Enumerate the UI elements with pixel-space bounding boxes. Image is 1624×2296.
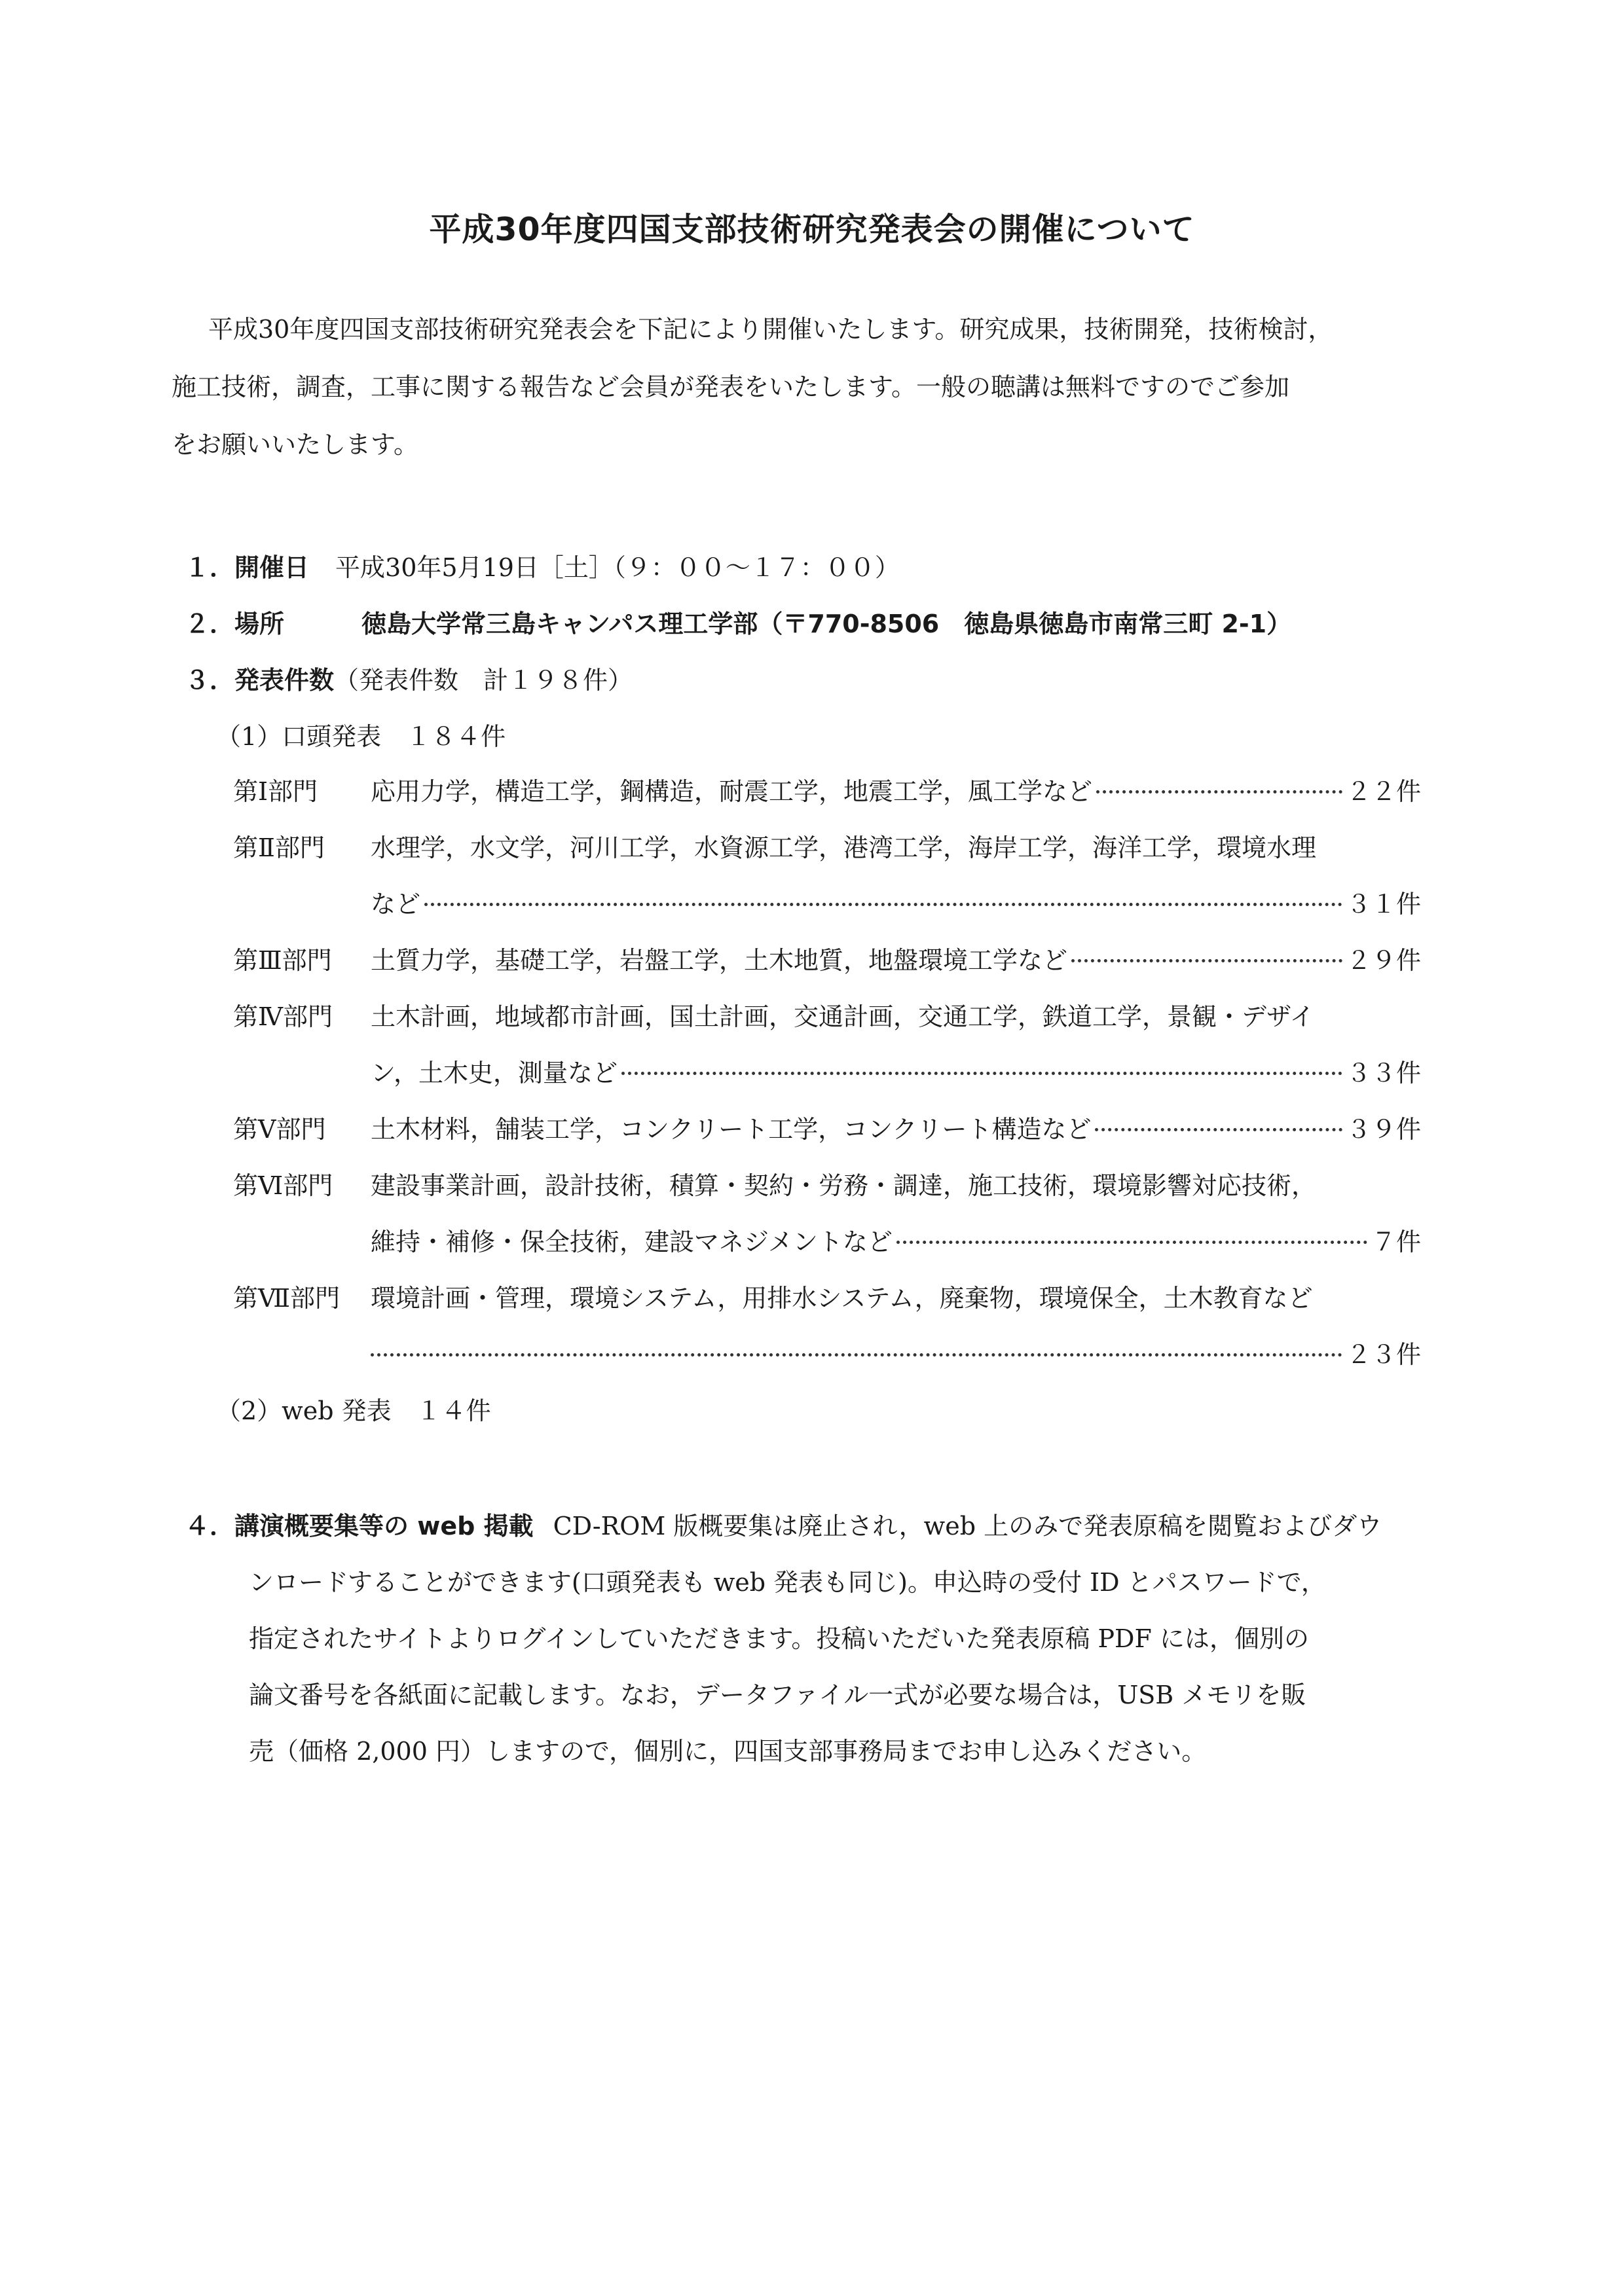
section-4-line-3: 指定されたサイトよりログインしていただきます。投稿いただいた発表原稿 PDF には，個別の (249, 1624, 1309, 1653)
division-label: 第Ⅳ部門 (233, 1002, 333, 1031)
leader-dots (1096, 790, 1342, 793)
division-label: 第Ⅶ部門 (233, 1284, 341, 1313)
division-label: 第Ⅰ部門 (233, 777, 318, 806)
section-4-number: ４． (185, 1512, 235, 1540)
section-4-line-5: 売（価格 2,000 円）しますので，個別に，四国支部事務局までお申し込みください。 (249, 1737, 1207, 1766)
division-topics: 土質力学，基礎工学，岩盤工学，土木地質，地盤環境工学など (371, 946, 1068, 975)
section-count-number: ３． (185, 666, 235, 695)
division-count: ３９件 (1346, 1115, 1421, 1144)
division-label: 第Ⅴ部門 (233, 1115, 326, 1144)
page-title: 平成30年度四国支部技術研究発表会の開催について (429, 211, 1195, 248)
division-topics-cont: など (371, 890, 421, 919)
division-topics: 土木材料，舗装工学，コンクリート工学，コンクリート構造など (371, 1115, 1092, 1144)
leader-dots (1095, 1128, 1342, 1131)
leader-dots (424, 903, 1342, 906)
division-count: ７件 (1371, 1228, 1421, 1256)
division-topics: 応用力学，構造工学，鋼構造，耐震工学，地震工学，風工学など (371, 777, 1093, 806)
leader-dots (621, 1072, 1342, 1075)
division-entry (371, 771, 1421, 807)
division-label: 第Ⅱ部門 (233, 833, 325, 862)
section-count-text: （発表件数 計１９８件） (334, 666, 633, 695)
division-count: ３３件 (1346, 1059, 1421, 1087)
division-topics-cont: 維持・補修・保全技術，建設マネジメントなど (371, 1228, 893, 1256)
leader-dots (1071, 959, 1342, 962)
division-topics-cont: ン，土木史，測量など (371, 1059, 618, 1087)
section-web-posting (185, 1506, 1382, 1542)
leader-dots (371, 1353, 1342, 1357)
section-place-heading: 場所 (234, 610, 285, 638)
division-topics: 建設事業計画，設計技術，積算・契約・労務・調達，施工技術，環境影響対応技術， (371, 1171, 1317, 1200)
division-label: 第Ⅲ部門 (233, 946, 332, 975)
section-4-line-2: ンロードすることができます(口頭発表も web 発表も同じ)。申込時の受付 ID とパスワードで， (249, 1568, 1326, 1597)
division-entry (371, 1109, 1421, 1145)
division-entry (371, 1334, 1421, 1370)
division-count: ２２件 (1346, 777, 1421, 806)
section-count-heading: 発表件数 (234, 666, 335, 695)
section-4-line-4: 論文番号を各紙面に記載します。なお，データファイル一式が必要な場合は，USB メモリを販 (249, 1681, 1306, 1709)
division-topics: 水理学，水文学，河川工学，水資源工学，港湾工学，海岸工学，海洋工学，環境水理 (371, 833, 1317, 862)
section-date-text: 平成30年5月19日［土］（９：００～１７：００） (335, 553, 900, 582)
section-date-number: １． (185, 553, 235, 582)
division-count: ２９件 (1346, 946, 1421, 975)
section-place-number: ２． (185, 610, 235, 638)
section-4-heading: 講演概要集等の web 掲載 (234, 1512, 534, 1540)
intro-line-2: 施工技術，調査，工事に関する報告など会員が発表をいたします。一般の聴講は無料ですのでご参加 (172, 373, 1289, 401)
division-topics: 土木計画，地域都市計画，国土計画，交通計画，交通工学，鉄道工学，景観・デザイ (371, 1002, 1315, 1031)
section-date (185, 547, 900, 583)
oral-presentations: （1）口頭発表 １８４件 (216, 722, 506, 751)
division-entry (371, 1222, 1421, 1258)
division-count: ２３件 (1346, 1340, 1421, 1369)
leader-dots (896, 1241, 1367, 1244)
intro-line-3: をお願いいたします。 (172, 430, 418, 459)
division-count: ３１件 (1346, 890, 1421, 919)
section-place-text: 徳島大学常三島キャンパス理工学部（〒770-8506 徳島県徳島市南常三町 2-1） (361, 610, 1292, 638)
section-date-heading: 開催日 (234, 553, 310, 582)
intro-line-1: 平成30年度四国支部技術研究発表会を下記により開催いたします。研究成果，技術開発，技術検討， (208, 315, 1333, 344)
section-place (185, 604, 1291, 640)
division-label: 第Ⅵ部門 (233, 1171, 333, 1200)
section-4-line-1: CD-ROM 版概要集は廃止され，web 上のみで発表原稿を閲覧およびダウ (553, 1512, 1382, 1540)
division-entry (371, 1053, 1421, 1089)
web-presentations: （2）web 発表 １４件 (216, 1396, 491, 1425)
division-topics: 環境計画・管理，環境システム，用排水システム，廃棄物，環境保全，土木教育など (371, 1284, 1313, 1313)
division-entry (371, 884, 1421, 920)
section-count (185, 660, 633, 696)
division-entry (371, 940, 1421, 976)
